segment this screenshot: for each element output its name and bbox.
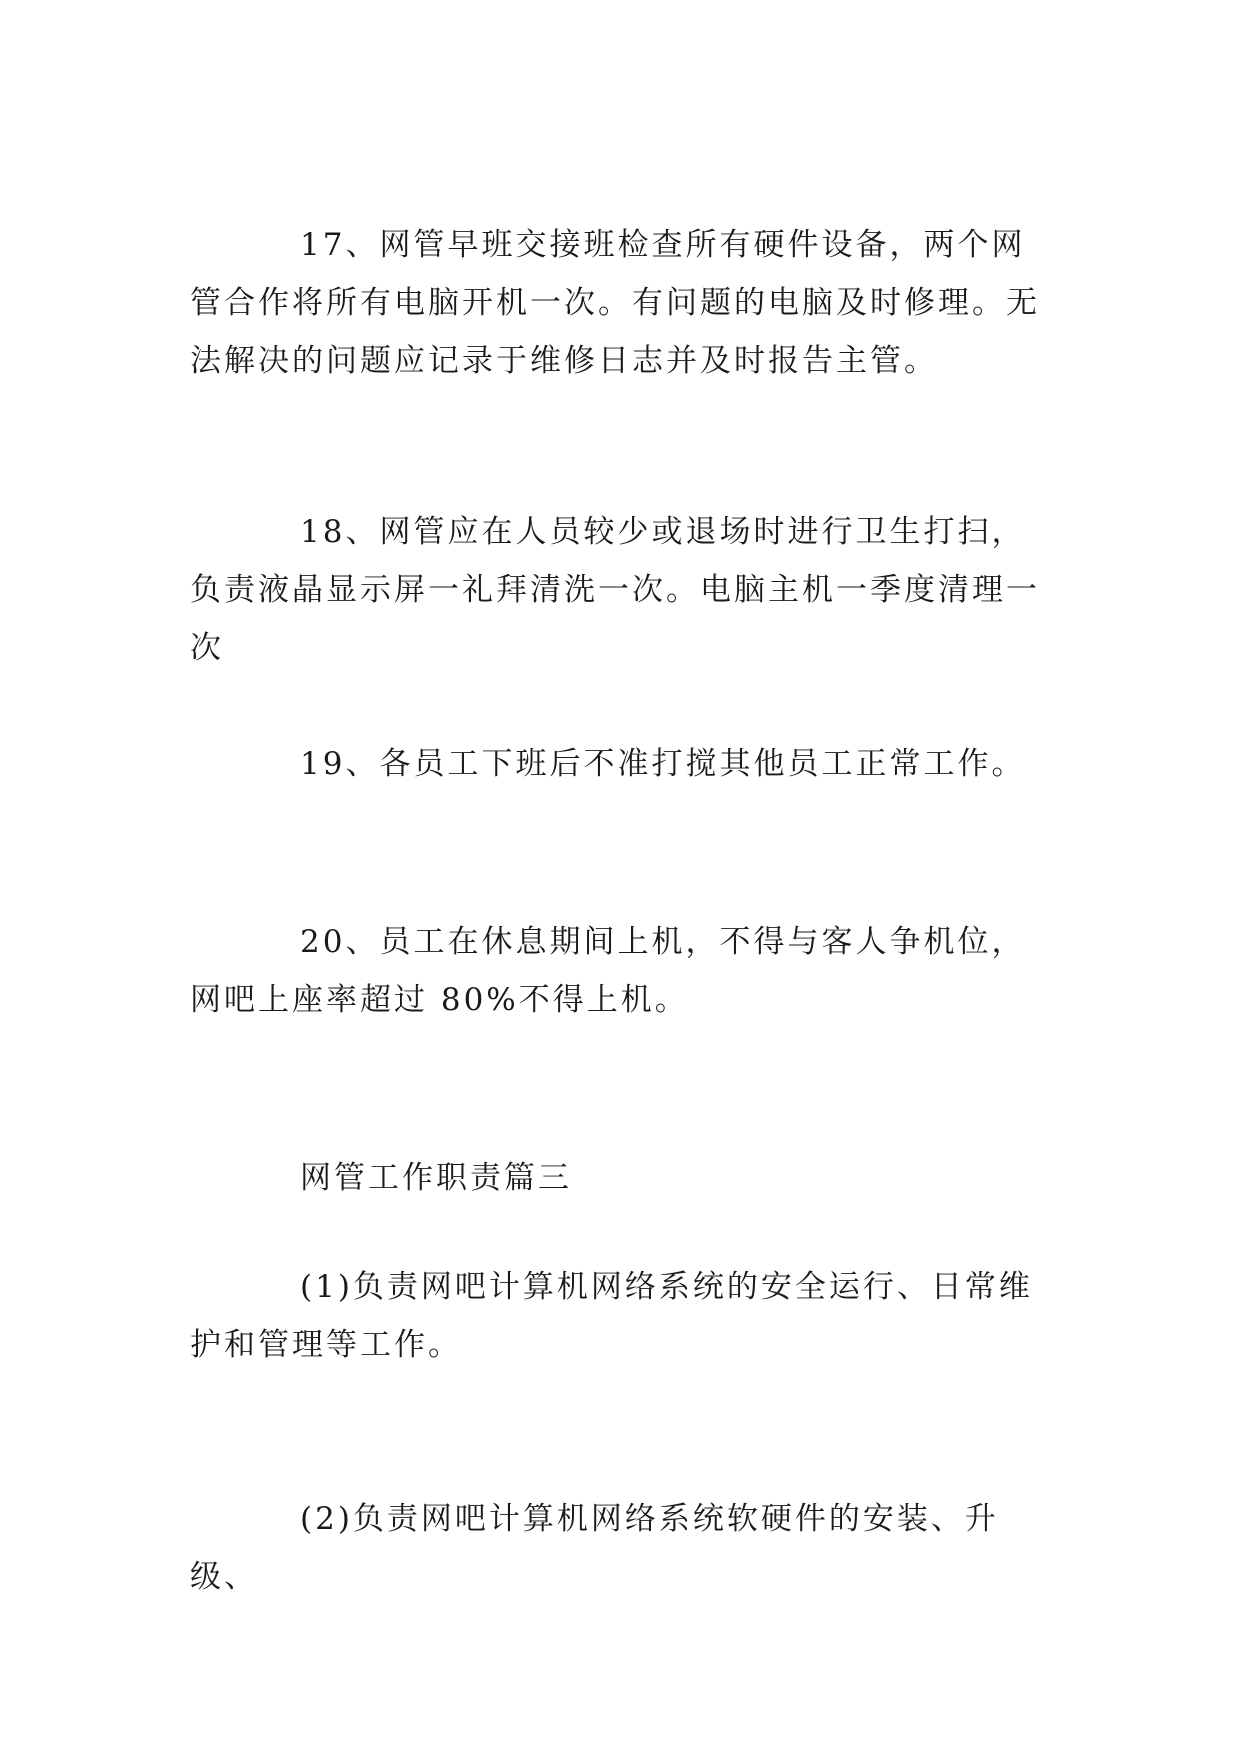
paragraph-rule-18: 18、网管应在人员较少或退场时进行卫生打扫，负责液晶显示屏一礼拜清洗一次。电脑主机一季度清理一次 <box>190 514 1040 666</box>
paragraph-rule-17: 17、网管早班交接班检查所有硬件设备，两个网管合作将所有电脑开机一次。有问题的电脑及时修理。无法解决的问题应记录于维修日志并及时报告主管。 <box>190 227 1040 379</box>
section-heading: 网管工作职责篇三 <box>300 1160 572 1196</box>
paragraph-rule-20: 20、员工在休息期间上机，不得与客人争机位，网吧上座率超过 80%不得上机。 <box>190 924 1026 1018</box>
duty-item-2: (2)负责网吧计算机网络系统软硬件的安装、升级、 <box>190 1501 999 1595</box>
paragraph-rule-19: 19、各员工下班后不准打搅其他员工正常工作。 <box>300 746 1026 782</box>
duty-item-1: (1)负责网吧计算机网络系统的安全运行、日常维护和管理等工作。 <box>190 1269 1033 1363</box>
